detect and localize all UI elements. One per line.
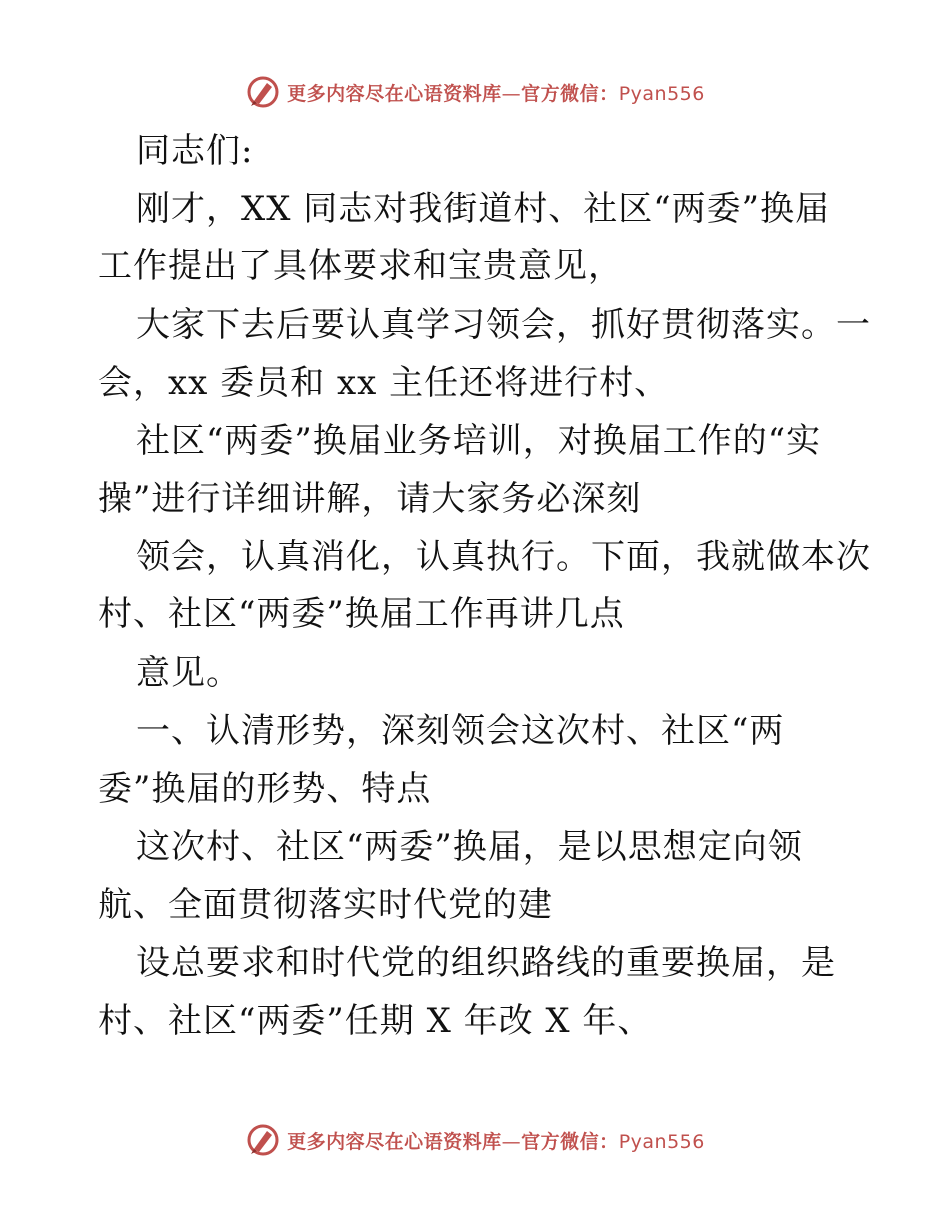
watermark-text: 更多内容尽在心语资料库—官方微信：Pyan556 <box>287 82 705 105</box>
header-watermark <box>0 72 950 112</box>
text-line: 村、社区“两委”任期 X 年改 X 年、 <box>98 1001 653 1041</box>
text-line: 航、全面贯彻落实时代党的建 <box>98 885 553 925</box>
text-line: 村、社区“两委”换届工作再讲几点 <box>98 594 625 634</box>
text-line: 大家下去后要认真学习领会，抓好贯彻落实。一 <box>136 305 871 345</box>
pen-circle-logo-icon <box>245 1122 281 1158</box>
text-line: 会，xx 委员和 xx 主任还将进行村、 <box>98 363 670 403</box>
text-line: 这次村、社区“两委”换届，是以思想定向领 <box>136 827 803 867</box>
footer-watermark <box>0 1120 950 1160</box>
text-line: 同志们: <box>136 131 254 171</box>
text-line: 社区“两委”换届业务培训，对换届工作的“实 <box>136 421 822 461</box>
text-line: 一、认清形势，深刻领会这次村、社区“两 <box>136 711 785 751</box>
text-line: 刚才，XX 同志对我街道村、社区“两委”换届 <box>136 189 830 229</box>
pen-circle-logo-icon <box>245 74 281 110</box>
text-line: 意见。 <box>136 653 241 693</box>
text-line: 委”换届的形势、特点 <box>98 769 432 809</box>
text-line: 领会，认真消化，认真执行。下面，我就做本次 <box>136 537 871 577</box>
text-line: 设总要求和时代党的组织路线的重要换届，是 <box>136 943 836 983</box>
text-line: 工作提出了具体要求和宝贵意见， <box>98 246 623 286</box>
watermark-text: 更多内容尽在心语资料库—官方微信：Pyan556 <box>287 1130 705 1153</box>
text-line: 操”进行详细讲解，请大家务必深刻 <box>98 479 642 519</box>
